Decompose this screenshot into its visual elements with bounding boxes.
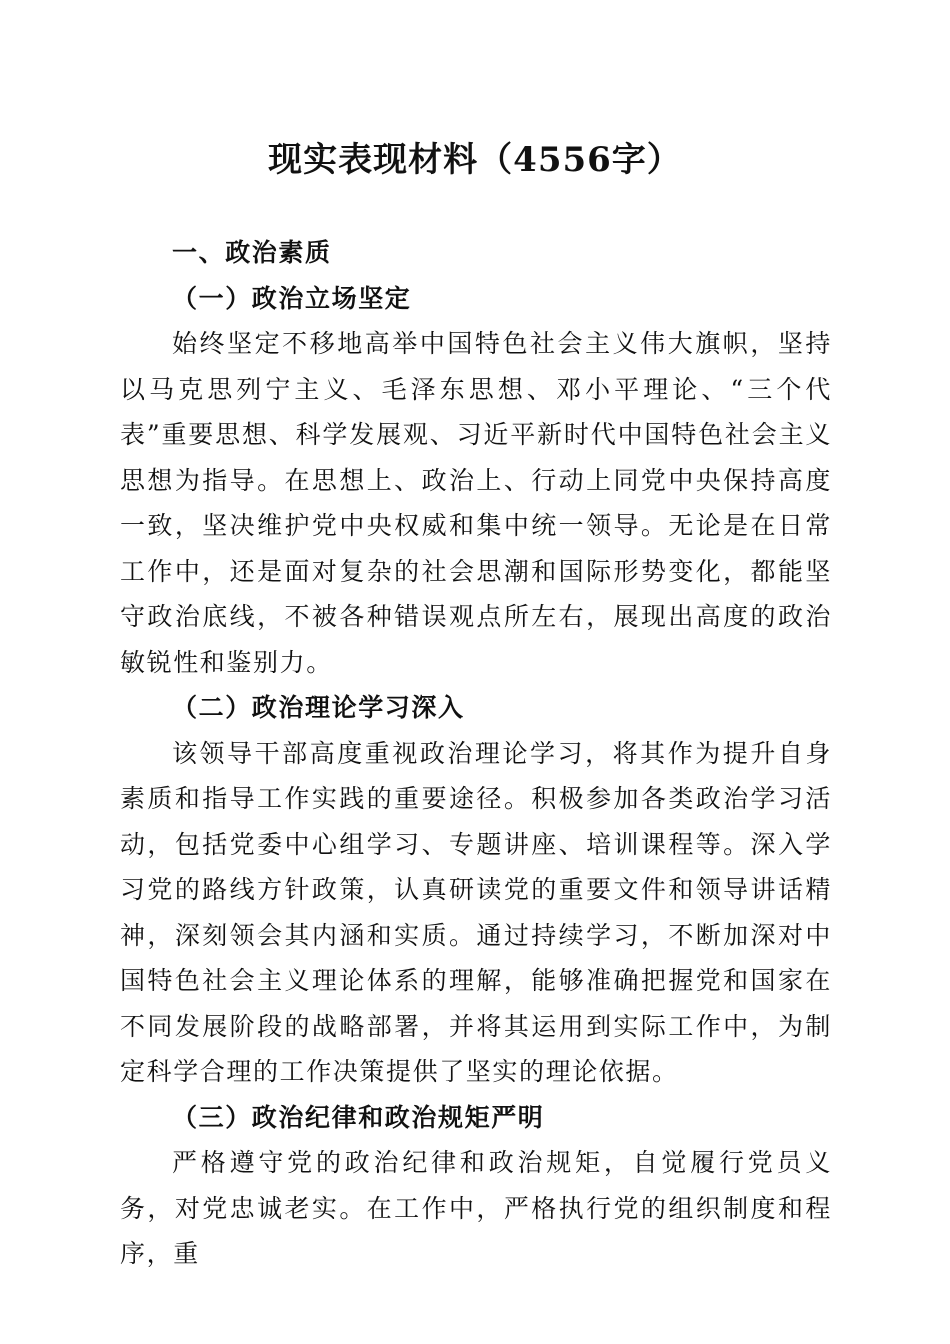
- paragraph-theory-study: 该领导干部高度重视政治理论学习，将其作为提升自身素质和指导工作实践的重要途径。积极参加各类政治学习活动，包括党委中心组学习、专题讲座、培训课程等。深入学习党的路线方针政策，认真研读党的重要文件和领导讲话精神，深刻领会其内涵和实质。通过持续学习，不断加深对中国特色社会主义理论体系的理解，能够准确把握党和国家在不同发展阶段的战略部署，并将其运用到实际工作中，为制定科学合理的工作决策提供了坚实的理论依据。: [120, 738, 832, 1086]
- subsection-heading-discipline: （三）政治纪律和政治规矩严明: [172, 1102, 545, 1132]
- document-body: [120, 230, 832, 1277]
- document-title: 现实表现材料（4556字）: [268, 140, 682, 180]
- subsection-heading-theory-study: （二）政治理论学习深入: [172, 693, 465, 722]
- paragraph-discipline: 严格遵守党的政治纪律和政治规矩，自觉履行党员义务，对党忠诚老实。在工作中，严格执行党的组织制度和程序，重: [120, 1148, 832, 1268]
- section-heading-political-quality: 一、政治素质: [172, 238, 332, 267]
- subsection-heading-political-stance: （一）政治立场坚定: [172, 283, 412, 313]
- paragraph-political-stance: 始终坚定不移地高举中国特色社会主义伟大旗帜，坚持以马克思列宁主义、毛泽东思想、邓小平理论、“三个代表”重要思想、科学发展观、习近平新时代中国特色社会主义思想为指导。在思想上、政治上、行动上同党中央保持高度一致，坚决维护党中央权威和集中统一领导。无论是在日常工作中，还是面对复杂的社会思潮和国际形势变化，都能坚守政治底线，不被各种错误观点所左右，展现出高度的政治敏锐性和鉴别力。: [120, 329, 832, 677]
